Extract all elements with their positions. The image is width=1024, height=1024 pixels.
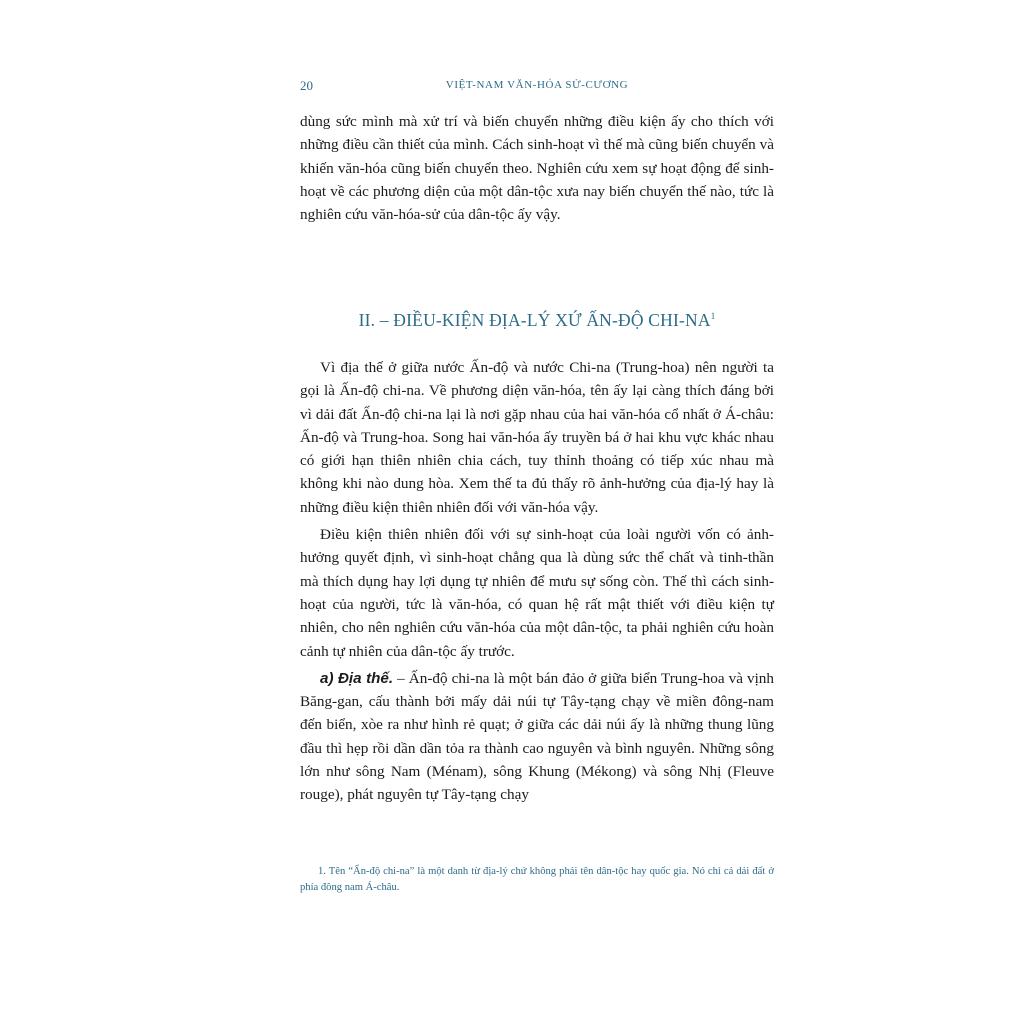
subsection-text: – Ấn-độ chi-na là một bán đảo ở giữa biển Trung-hoa và vịnh Băng-gan, cấu thành bởi mấy dải núi tự Tây-tạng chạy về miền đông-nam đến biển, xòe ra như hình rẻ quạt; ở giữa các dải núi ấy là những thung lũng đầu thì hẹp rồi dần dần tỏa ra thành cao nguyên và bình nguyên. Những sông lớn như sông Nam (Ménam), sông Khung (Mékong) và sông Nhị (Fleuve rouge), phát nguyên tự Tây-tạng chạy bbox=[300, 669, 774, 804]
paragraph-2: Điều kiện thiên nhiên đối với sự sinh-hoạt của loài người vốn có ảnh-hưởng quyết định, vì sinh-hoạt chẳng qua là dùng sức thể chất và tinh-thần mà thích dụng hay lợi dụng tự nhiên để mưu sự sống còn. Thế thì cách sinh-hoạt của người, tức là văn-hóa, có quan hệ rất mật thiết với điều kiện tự nhiên, cho nên nghiên cứu văn-hóa của một dân-tộc, ta phải nghiên cứu hoàn cảnh tự nhiên của dân-tộc ấy trước. bbox=[300, 526, 774, 660]
intro-text bbox=[300, 110, 774, 226]
paragraph-3 bbox=[300, 667, 774, 807]
main-text bbox=[300, 356, 774, 807]
section-heading bbox=[300, 310, 774, 331]
intro-paragraph: dùng sức mình mà xử trí và biến chuyển những điều kiện ấy cho thích với những điều cần thiết của mình. Cách sinh-hoạt vì thế mà cũng biến chuyển và khiến văn-hóa cũng biến chuyển theo. Nghiên cứu xem sự hoạt động để sinh-hoạt về các phương diện của một dân-tộc xưa nay biến chuyển thế nào, tức là nghiên cứu văn-hóa-sử của dân-tộc ấy vậy. bbox=[300, 113, 774, 224]
section-heading-text: II. – ĐIỀU-KIỆN ĐỊA-LÝ XỨ ẤN-ĐỘ CHI-NA bbox=[358, 310, 711, 330]
page-number: 20 bbox=[300, 78, 313, 93]
footnote: 1. Tên “Ấn-độ chi-na” là một danh từ địa-lý chứ không phải tên dân-tộc hay quốc gia. Nó chỉ cả dải đất ở phía đông nam Á-châu. bbox=[300, 866, 774, 893]
subsection-label: a) Địa thế. bbox=[320, 669, 394, 687]
running-header bbox=[300, 78, 774, 96]
paragraph-1: Vì địa thế ở giữa nước Ấn-độ và nước Chi-na (Trung-hoa) nên người ta gọi là Ấn-độ chi-na. Về phương diện văn-hóa, tên ấy lại càng thích đáng bởi vì dải đất Ấn-độ chi-na lại là nơi gặp nhau của hai văn-hóa cổ nhất ở Á-châu: Ấn-độ và Trung-hoa. Song hai văn-hóa ấy truyền bá ở hai khu vực khác nhau có giới hạn thiên nhiên chia cách, tuy thỉnh thoảng có tiếp xúc nhau mà không khi nào dung hòa. Xem thế ta đủ thấy rõ ảnh-hưởng của địa-lý hay là những điều kiện thiên nhiên đối với văn-hóa vậy. bbox=[300, 359, 774, 516]
book-title: VIỆT-NAM VĂN-HÓA SỬ-CƯƠNG bbox=[445, 79, 629, 91]
footnote-marker: 1 bbox=[710, 311, 716, 322]
